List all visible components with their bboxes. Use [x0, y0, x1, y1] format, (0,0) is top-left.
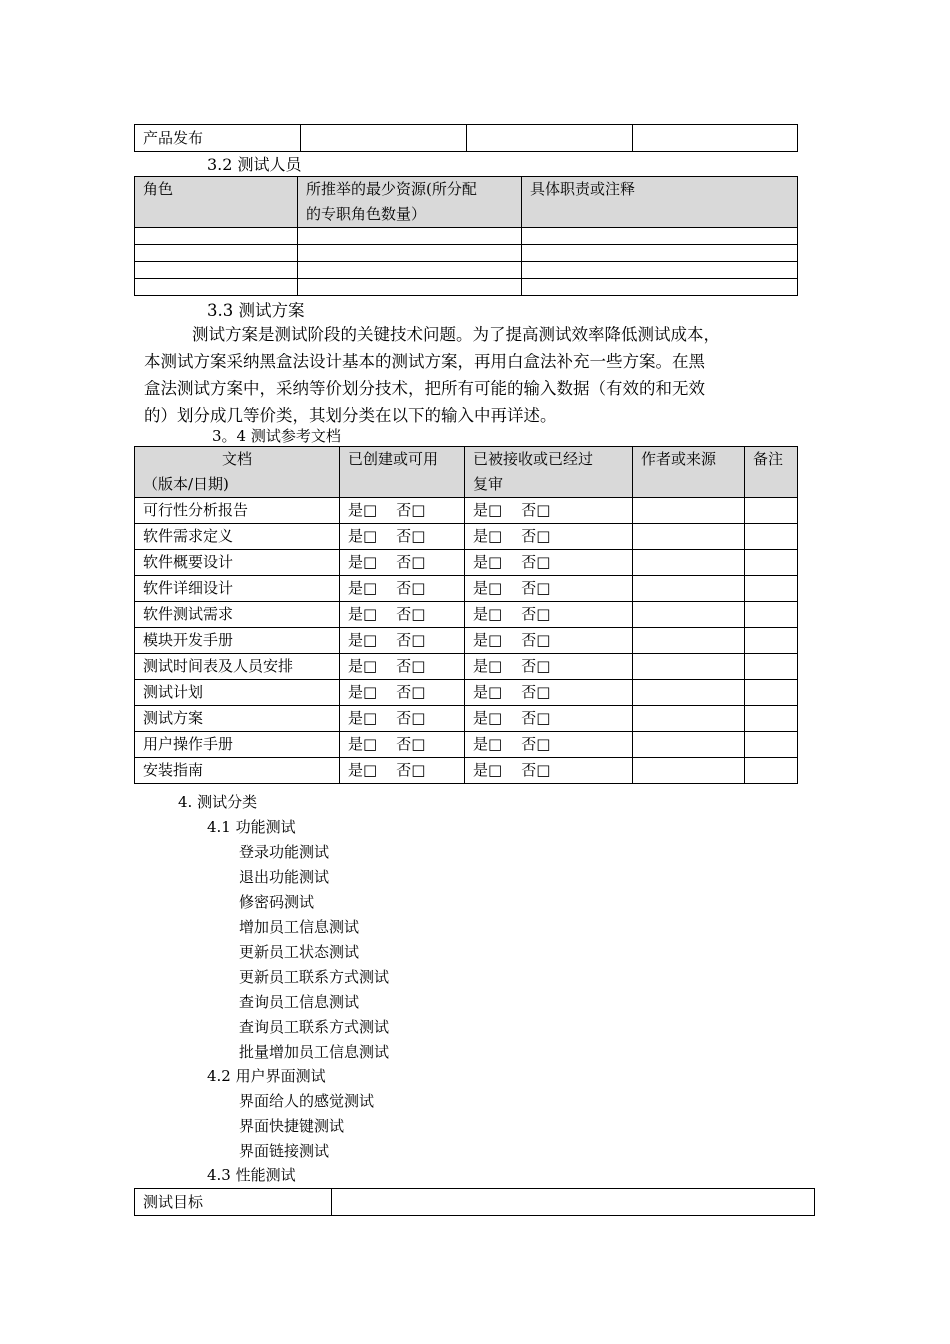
release-cell: [467, 125, 633, 152]
note-cell: [745, 550, 798, 576]
author-cell: [633, 654, 745, 680]
accepted-checkbox-pair: 是□ 否□: [465, 602, 633, 628]
paragraph-line: 的）划分成几等价类，其划分类在以下的输入中再详述。: [144, 406, 557, 425]
created-checkbox-pair: 是□ 否□: [340, 680, 465, 706]
author-cell: [633, 706, 745, 732]
note-cell: [745, 602, 798, 628]
release-cell: [301, 125, 467, 152]
author-cell: [633, 498, 745, 524]
test-item: 更新员工状态测试: [239, 943, 360, 961]
role-header: 角色: [135, 177, 298, 228]
section-3-4-heading: 3。4 测试参考文档: [212, 427, 341, 445]
note-cell: [745, 654, 798, 680]
doc-name: 软件概要设计: [135, 550, 340, 576]
created-checkbox-pair: 是□ 否□: [340, 706, 465, 732]
accepted-checkbox-pair: 是□ 否□: [465, 576, 633, 602]
empty-cell: [522, 262, 798, 279]
empty-cell: [298, 279, 522, 296]
author-cell: [633, 758, 745, 784]
doc-name: 可行性分析报告: [135, 498, 340, 524]
created-checkbox-pair: 是□ 否□: [340, 602, 465, 628]
author-cell: [633, 602, 745, 628]
test-item: 退出功能测试: [239, 868, 330, 886]
note-cell: [745, 758, 798, 784]
test-item: 修密码测试: [239, 893, 315, 911]
note-header: 备注: [745, 447, 798, 498]
author-cell: [633, 550, 745, 576]
note-cell: [745, 498, 798, 524]
doc-row: [135, 680, 798, 706]
author-cell: [633, 628, 745, 654]
doc-row: [135, 602, 798, 628]
created-checkbox-pair: 是□ 否□: [340, 498, 465, 524]
test-item: 登录功能测试: [239, 843, 330, 861]
paragraph-line: 测试方案是测试阶段的关键技术问题。为了提高测试效率降低测试成本，: [192, 325, 720, 344]
author-cell: [633, 732, 745, 758]
test-item: 界面链接测试: [239, 1142, 330, 1160]
doc-row: [135, 732, 798, 758]
note-cell: [745, 628, 798, 654]
reference-docs-table: [134, 446, 798, 784]
empty-cell: [522, 279, 798, 296]
doc-row: [135, 498, 798, 524]
doc-header: [135, 447, 340, 498]
test-item: 批量增加员工信息测试: [239, 1043, 390, 1061]
author-cell: [633, 680, 745, 706]
doc-name: 安装指南: [135, 758, 340, 784]
doc-name: 软件需求定义: [135, 524, 340, 550]
empty-cell: [522, 245, 798, 262]
doc-header-line: 文档: [221, 450, 252, 468]
empty-cell: [135, 245, 298, 262]
doc-row: [135, 550, 798, 576]
created-checkbox-pair: 是□ 否□: [340, 732, 465, 758]
doc-name: 用户操作手册: [135, 732, 340, 758]
doc-header-line: （版本/日期): [143, 475, 229, 493]
note-cell: [745, 706, 798, 732]
duty-header: 具体职责或注释: [522, 177, 798, 228]
doc-row: [135, 706, 798, 732]
test-item: 更新员工联系方式测试: [239, 968, 390, 986]
doc-row: [135, 758, 798, 784]
empty-cell: [135, 228, 298, 245]
accepted-checkbox-pair: 是□ 否□: [465, 498, 633, 524]
accepted-checkbox-pair: 是□ 否□: [465, 628, 633, 654]
created-checkbox-pair: 是□ 否□: [340, 576, 465, 602]
doc-name: 软件测试需求: [135, 602, 340, 628]
section-4-1-heading: 4.1 功能测试: [207, 818, 296, 836]
section-3-3-paragraph: [144, 321, 809, 429]
empty-cell: [135, 279, 298, 296]
accepted-checkbox-pair: 是□ 否□: [465, 706, 633, 732]
test-item: 查询员工联系方式测试: [239, 1018, 390, 1036]
doc-row: [135, 576, 798, 602]
accepted-checkbox-pair: 是□ 否□: [465, 758, 633, 784]
doc-name: 软件详细设计: [135, 576, 340, 602]
note-cell: [745, 524, 798, 550]
performance-table: [134, 1188, 815, 1216]
author-cell: [633, 524, 745, 550]
accepted-checkbox-pair: 是□ 否□: [465, 680, 633, 706]
test-goal-value: [332, 1189, 815, 1216]
ui-test-list: [239, 1089, 374, 1164]
accepted-header-line: 复审: [473, 475, 504, 493]
created-checkbox-pair: 是□ 否□: [340, 758, 465, 784]
paragraph-line: 盒法测试方案中，采纳等价划分技术，把所有可能的输入数据（有效的和无效: [144, 379, 705, 398]
doc-name: 测试方案: [135, 706, 340, 732]
doc-name: 测试时间表及人员安排: [135, 654, 340, 680]
author-header: 作者或来源: [633, 447, 745, 498]
empty-cell: [522, 228, 798, 245]
test-item: 界面给人的感觉测试: [239, 1092, 375, 1110]
accepted-checkbox-pair: 是□ 否□: [465, 550, 633, 576]
test-item: 增加员工信息测试: [239, 918, 360, 936]
section-3-3-heading: 3.3 测试方案: [207, 301, 305, 320]
release-label: 产品发布: [135, 125, 301, 152]
accepted-header-line: 已被接收或已经过: [473, 450, 594, 468]
created-header: 已创建或可用: [340, 447, 465, 498]
created-checkbox-pair: 是□ 否□: [340, 524, 465, 550]
resource-header-line: 的专职角色数量）: [306, 205, 427, 223]
empty-cell: [298, 228, 522, 245]
section-4-3-heading: 4.3 性能测试: [207, 1166, 296, 1184]
doc-row: [135, 628, 798, 654]
accepted-checkbox-pair: 是□ 否□: [465, 732, 633, 758]
doc-name: 测试计划: [135, 680, 340, 706]
author-cell: [633, 576, 745, 602]
release-table: [134, 124, 798, 152]
empty-cell: [298, 245, 522, 262]
note-cell: [745, 732, 798, 758]
note-cell: [745, 680, 798, 706]
accepted-checkbox-pair: 是□ 否□: [465, 654, 633, 680]
release-cell: [633, 125, 798, 152]
test-item: 查询员工信息测试: [239, 993, 360, 1011]
doc-name: 模块开发手册: [135, 628, 340, 654]
functional-test-list: [239, 840, 389, 1065]
test-goal-label: 测试目标: [135, 1189, 332, 1216]
section-4-heading: 4. 测试分类: [178, 793, 258, 811]
paragraph-line: 本测试方案采纳黑盒法设计基本的测试方案，再用白盒法补充一些方案。在黑: [144, 352, 705, 371]
resource-header: [298, 177, 522, 228]
section-4-2-heading: 4.2 用户界面测试: [207, 1067, 326, 1085]
resource-header-line: 所推举的最少资源(所分配: [306, 180, 477, 198]
doc-row: [135, 654, 798, 680]
created-checkbox-pair: 是□ 否□: [340, 654, 465, 680]
note-cell: [745, 576, 798, 602]
created-checkbox-pair: 是□ 否□: [340, 628, 465, 654]
empty-cell: [135, 262, 298, 279]
test-item: 界面快捷键测试: [239, 1117, 345, 1135]
personnel-table: [134, 176, 798, 296]
accepted-checkbox-pair: 是□ 否□: [465, 524, 633, 550]
section-3-2-heading: 3.2 测试人员: [207, 155, 302, 174]
doc-row: [135, 524, 798, 550]
empty-cell: [298, 262, 522, 279]
created-checkbox-pair: 是□ 否□: [340, 550, 465, 576]
accepted-header: [465, 447, 633, 498]
